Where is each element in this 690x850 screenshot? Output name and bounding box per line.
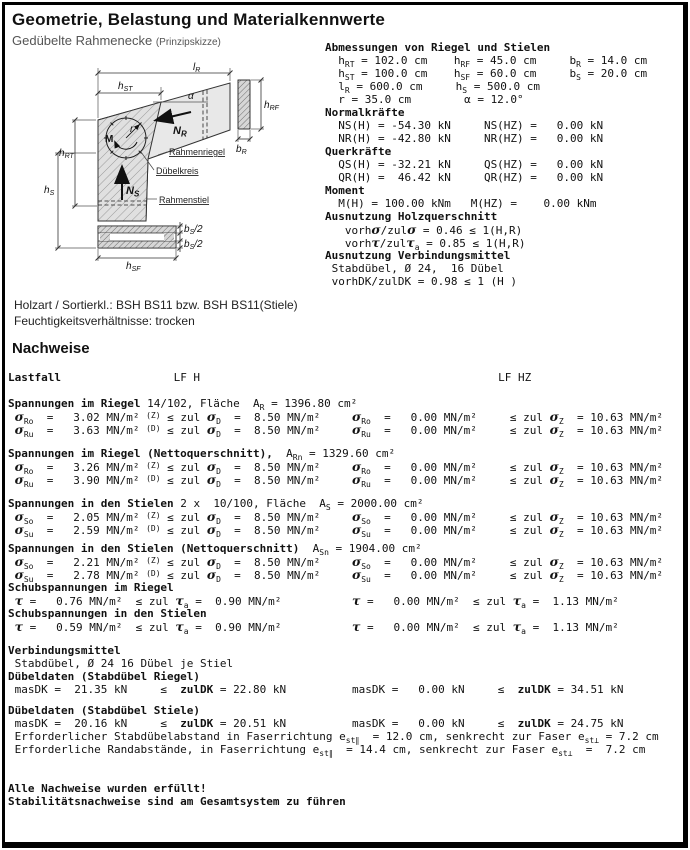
report-line: Querkräfte	[325, 145, 392, 158]
subtitle-text: Gedübelte Rahmenecke	[12, 33, 153, 48]
report-line: Normalkräfte	[325, 106, 405, 119]
dim-label-lR: $l_R$	[193, 62, 201, 74]
report-line: masDK = 21.35 kN ≤ zulDK = 22.80 kN masDK = 0.00 kN ≤ zulDK = 34.51 kN	[8, 683, 624, 696]
report-line: r = 35.0 cm α = 12.0°	[325, 93, 524, 106]
report-line: $\sigma_{Su} = 2.78$ MN/m² $^{(D)}$ ≤ zul $\sigma_D = 8.50$ MN/m² $\sigma_{Su} = 0.00$ MN/m² ≤ zul $\sigma_Z = 10.63$ MN/m²	[14, 567, 664, 584]
report-line: vorhσ/zulσ = 0.46 ≤ 1(H,R)	[325, 222, 523, 237]
rafter-cross-section	[238, 80, 250, 129]
dimensions-and-loads-panel	[325, 41, 647, 288]
report-line: Schubspannungen in den Stielen	[8, 607, 207, 620]
dim-label-bS2-bottom: $b_S/2$	[184, 239, 203, 251]
report-line: vorhDK/zulDK = 0.98 ≤ 1 (H )	[325, 275, 518, 288]
report-line-right: $\sigma_{Ru} = 0.00$ MN/m² ≤ zul $\sigma_Z = 10.63$ MN/m²	[352, 472, 664, 489]
report-line: Lastfall LF H LF HZ	[8, 371, 532, 384]
report-line: Stabdübel, Ø 24, 16 Dübel	[325, 262, 504, 275]
report-line-right: $\sigma_{Su} = 0.00$ MN/m² ≤ zul $\sigma_Z = 10.63$ MN/m²	[352, 522, 664, 539]
report-line: $l_R = 600.0$ cm $h_S = 500.0$ cm	[325, 80, 540, 95]
report-line: $\sigma_{Su} = 2.59$ MN/m² $^{(D)}$ ≤ zul $\sigma_D = 8.50$ MN/m² $\sigma_{Su} = 0.00$ MN/m² ≤ zul $\sigma_Z = 10.63$ MN/m²	[14, 522, 664, 539]
report-line: Alle Nachweise wurden erfüllt!	[8, 782, 207, 795]
page-subtitle	[12, 33, 221, 48]
report-line-right: $\sigma_{Ro} = 0.00$ MN/m² ≤ zul $\sigma_Z = 10.63$ MN/m²	[352, 409, 664, 426]
dim-label-hRT: $h_{RT}$	[59, 148, 74, 160]
frame-corner-diagram	[33, 56, 328, 301]
report-line: Dübeldaten (Stabdübel Stiele)	[8, 704, 201, 717]
report-line-right: $\sigma_{Su} = 0.00$ MN/m² ≤ zul $\sigma_Z = 10.63$ MN/m²	[352, 567, 664, 584]
report-line: $h_{ST} = 100.0$ cm $h_{SF} = 60.0$ cm $b_S = 20.0$ cm	[325, 67, 648, 82]
report-line: Verbindungsmittel	[8, 644, 121, 657]
report-line: masDK = 20.16 kN ≤ zulDK = 20.51 kN masDK = 0.00 kN ≤ zulDK = 24.75 kN	[8, 717, 624, 730]
force-NR-label: $N_R$	[173, 125, 187, 139]
report-line: Spannungen in den Stielen (Nettoquerschnitt) $A_{Sn} = 1904.00$ cm²	[8, 542, 422, 557]
report-line: vorhτ/zulτ$_a$ = 0.85 ≤ 1(H,R)	[325, 235, 526, 252]
report-line: M(H) = 100.00 kNm M(HZ) = 0.00 kNm	[325, 197, 597, 210]
report-line: Erforderlicher Stabdübelabstand in Faserrichtung $e_{st\parallel} = 12.0$ cm, senkrecht zur Faser $e_{st\perp} = 7.2$ cm	[8, 730, 659, 745]
column-head-hatched-shape	[98, 102, 161, 221]
report-line: $\sigma_{So} = 2.05$ MN/m² $^{(Z)}$ ≤ zul $\sigma_D = 8.50$ MN/m² $\sigma_{So} = 0.00$ MN/m² ≤ zul $\sigma_Z = 10.63$ MN/m²	[14, 509, 664, 526]
report-line: Spannungen in den Stielen 2 x 10/100, Fläche $A_S = 2000.00$ cm²	[8, 497, 424, 512]
report-line-right: masDK = 0.00 kN ≤ zulDK = 34.51 kN	[352, 683, 624, 696]
subtitle-note: (Prinzipskizze)	[155, 37, 221, 48]
column-part-label: Rahmenstiel	[159, 195, 210, 205]
report-line: Stabdübel, Ø 24 16 Dübel je Stiel	[8, 657, 234, 670]
material-block	[14, 297, 298, 329]
report-line-right: $\sigma_{Ru} = 0.00$ MN/m² ≤ zul $\sigma_Z = 10.63$ MN/m²	[352, 422, 664, 439]
report-line: Spannungen im Riegel 14/102, Fläche $A_R = 1396.80$ cm²	[8, 397, 358, 412]
report-line: τ = 0.76 MN/m² ≤ zul $\tau_a = 0.90$ MN/m² τ = 0.00 MN/m² ≤ zul $\tau_a = 1.13$ MN/m²	[14, 593, 619, 610]
report-line: $\sigma_{So} = 2.21$ MN/m² $^{(Z)}$ ≤ zul $\sigma_D = 8.50$ MN/m² $\sigma_{So} = 0.00$ MN/m² ≤ zul $\sigma_Z = 10.63$ MN/m²	[14, 554, 664, 571]
report-line: $\sigma_{Ro} = 3.26$ MN/m² $^{(Z)}$ ≤ zul $\sigma_D = 8.50$ MN/m² $\sigma_{Ro} = 0.00$ MN/m² ≤ zul $\sigma_Z = 10.63$ MN/m²	[14, 459, 664, 476]
report-line-right: τ = 0.00 MN/m² ≤ zul $\tau_a = 1.13$ MN/m²	[352, 619, 619, 636]
dim-label-hS: $h_S$	[44, 185, 55, 197]
report-line: Moment	[325, 184, 365, 197]
report-line-right: τ = 0.00 MN/m² ≤ zul $\tau_a = 1.13$ MN/m²	[352, 593, 619, 610]
report-line: $\sigma_{Ru} = 3.90$ MN/m² $^{(D)}$ ≤ zul $\sigma_D = 8.50$ MN/m² $\sigma_{Ru} = 0.00$ MN/m² ≤ zul $\sigma_Z = 10.63$ MN/m²	[14, 472, 664, 489]
report-line: Schubspannungen im Riegel	[8, 581, 174, 594]
report-line: τ = 0.59 MN/m² ≤ zul $\tau_a = 0.90$ MN/m² τ = 0.00 MN/m² ≤ zul $\tau_a = 1.13$ MN/m²	[14, 619, 619, 636]
report-line-right: masDK = 0.00 kN ≤ zulDK = 24.75 kN	[352, 717, 624, 730]
dim-label-hRF: $h_{RF}$	[264, 100, 279, 112]
radius-label: r	[130, 124, 134, 135]
force-NS-label: $N_S$	[126, 185, 140, 199]
material-grade-line: Holzart / Sortierkl.: BSH BS11 bzw. BSH BS11(Stiele)	[14, 298, 298, 312]
report-line: NR(H) = -42.80 kN NR(HZ) = 0.00 kN	[325, 132, 604, 145]
report-line: Ausnutzung Verbindungsmittel	[325, 249, 511, 262]
report-line: NS(H) = -54.30 kN NS(HZ) = 0.00 kN	[325, 119, 604, 132]
report-line: QS(H) = -32.21 kN QS(HZ) = 0.00 kN	[325, 158, 604, 171]
dowel-circle-part-label: Dübelkreis	[156, 166, 199, 176]
report-line: Erforderliche Randabstände, in Faserrichtung $e_{st\parallel} = 14.4$ cm, senkrecht zur Faser $e_{st\perp} = 7.2$ cm	[8, 743, 646, 758]
section-title-nachweise: Nachweise	[12, 340, 90, 357]
dim-label-bR: $b_R$	[236, 144, 247, 156]
rafter-part-label: Rahmenriegel	[169, 147, 226, 157]
report-line: $\sigma_{Ru} = 3.63$ MN/m² $^{(D)}$ ≤ zul $\sigma_D = 8.50$ MN/m² $\sigma_{Ru} = 0.00$ MN/m² ≤ zul $\sigma_Z = 10.63$ MN/m²	[14, 422, 664, 439]
page-title: Geometrie, Belastung und Materialkennwerte	[12, 10, 386, 29]
verification-report	[0, 371, 690, 808]
report-line-right: $\sigma_{Ro} = 0.00$ MN/m² ≤ zul $\sigma_Z = 10.63$ MN/m²	[352, 459, 664, 476]
report-line: Spannungen im Riegel (Nettoquerschnitt), $A_{Rn} = 1329.60$ cm²	[8, 447, 396, 462]
report-line: Dübeldaten (Stabdübel Riegel)	[8, 670, 201, 683]
report-line: Ausnutzung Holzquerschnitt	[325, 210, 498, 223]
angle-alpha-label: α	[188, 91, 194, 102]
report-line: QR(H) = 46.42 kN QR(HZ) = 0.00 kN	[325, 171, 604, 184]
dim-label-hSF: $h_{SF}$	[126, 261, 141, 273]
report-line: $\sigma_{Ro} = 3.02$ MN/m² $^{(Z)}$ ≤ zul $\sigma_D = 8.50$ MN/m² $\sigma_{Ro} = 0.00$ MN/m² ≤ zul $\sigma_Z = 10.63$ MN/m²	[14, 409, 664, 426]
report-line-right: $\sigma_{So} = 0.00$ MN/m² ≤ zul $\sigma_Z = 10.63$ MN/m²	[352, 554, 664, 571]
dim-label-bS2-top: $b_S/2$	[184, 224, 203, 236]
report-line: $h_{RT} = 102.0$ cm $h_{RF} = 45.0$ cm $b_R = 14.0$ cm	[325, 54, 648, 69]
moisture-line: Feuchtigkeitsverhältnisse: trocken	[14, 314, 195, 328]
column-cross-section	[98, 226, 176, 248]
report-line-right: $\sigma_{So} = 0.00$ MN/m² ≤ zul $\sigma_Z = 10.63$ MN/m²	[352, 509, 664, 526]
report-line: Abmessungen von Riegel und Stielen	[325, 41, 551, 54]
moment-label: M	[105, 134, 114, 145]
dim-label-hST: $h_{ST}$	[118, 81, 133, 93]
report-line: Stabilitätsnachweise sind am Gesamtsystem zu führen	[8, 795, 346, 808]
